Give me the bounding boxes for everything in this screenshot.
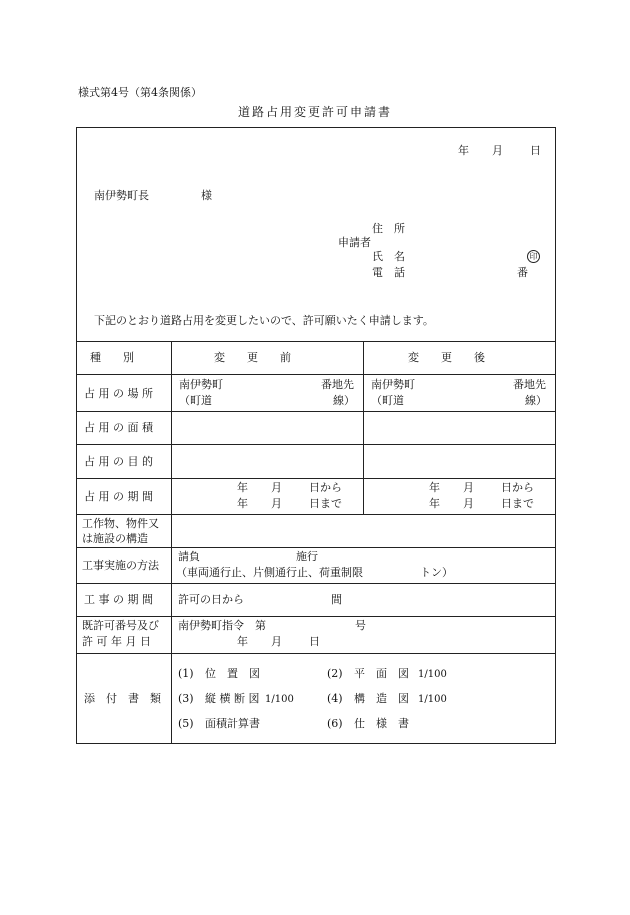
phone-label: 電 話 [372, 266, 405, 279]
permit-designation: 南伊勢町指令 第 [178, 619, 266, 632]
place-before-town: 南伊勢町 [179, 378, 223, 391]
header-after: 変 更 後 [408, 351, 485, 364]
row-label-structure-1: 工作物、物件又 [82, 517, 159, 530]
rule-header-row [76, 374, 556, 375]
rule-structure-row [76, 547, 556, 548]
period-before-from-year: 年 [237, 481, 248, 494]
applicant-label: 申請者 [338, 236, 371, 249]
page-title: 道路占用変更許可申請書 [237, 105, 392, 119]
date-month: 月 [492, 144, 503, 157]
permit-year: 年 [237, 635, 248, 648]
work-period-from: 許可の日から [178, 593, 244, 606]
addressee-honorific: 様 [201, 189, 212, 202]
date-day: 日 [530, 144, 541, 157]
method-restriction-open: （車両通行止、片側通行止、荷重制限 [176, 566, 363, 579]
place-before-road-open: （町道 [179, 394, 212, 407]
request-statement: 下記のとおり道路占用を変更したいので、許可願いたく申請します。 [94, 314, 434, 327]
attachment-4-name: 構 造 図 [354, 692, 409, 705]
rule-area-row [76, 444, 556, 445]
attachment-4-scale: 1/100 [418, 694, 447, 705]
row-label-attachments: 添 付 書 類 [84, 692, 161, 705]
attachment-6-name: 仕 様 書 [354, 717, 409, 730]
attachment-1-name: 位 置 図 [205, 667, 260, 680]
period-after-from: 日から [501, 481, 534, 494]
attachment-2-name: 平 面 図 [354, 667, 409, 680]
row-label-period: 占 用 の 期 間 [84, 490, 153, 503]
row-label-purpose: 占 用 の 目 的 [84, 455, 153, 468]
place-after-town: 南伊勢町 [371, 378, 415, 391]
row-label-structure-2: は施設の構造 [82, 532, 148, 545]
place-before-road-close: 線） [333, 394, 355, 407]
permit-day: 日 [309, 635, 320, 648]
header-kind: 種 別 [90, 351, 134, 364]
header-before: 変 更 前 [214, 351, 291, 364]
address-label: 住 所 [372, 222, 405, 235]
method-contract: 請負 [178, 550, 200, 563]
place-after-road-open: （町道 [371, 394, 404, 407]
period-after-from-month: 月 [463, 481, 474, 494]
work-period-span: 間 [331, 593, 342, 606]
attachment-5-no: (5) [178, 717, 194, 730]
rule-method-row [76, 583, 556, 584]
attachment-4-no: (4) [327, 692, 343, 705]
attachment-1-no: (1) [178, 667, 194, 680]
rule-place-row [76, 411, 556, 412]
form-number: 様式第4号（第4条関係） [78, 86, 202, 99]
row-label-method: 工事実施の方法 [82, 559, 159, 572]
period-before-from-month: 月 [271, 481, 282, 494]
attachment-5-name: 面積計算書 [205, 717, 260, 730]
period-after-until-year: 年 [429, 497, 440, 510]
attachment-3-scale: 1/100 [265, 694, 294, 705]
place-before-lot: 番地先 [321, 378, 354, 391]
rule-before-after-divider [363, 341, 364, 514]
rule-permit-row [76, 653, 556, 654]
period-before-from: 日から [309, 481, 342, 494]
row-label-area: 占 用 の 面 積 [84, 421, 153, 434]
period-before-until: 日まで [309, 497, 342, 510]
period-after-until-month: 月 [463, 497, 474, 510]
row-label-place: 占 用 の 場 所 [84, 387, 153, 400]
rule-period-row [76, 514, 556, 515]
addressee-name: 南伊勢町長 [94, 189, 149, 202]
row-label-permit-2: 許 可 年 月 日 [82, 635, 151, 648]
phone-suffix: 番 [517, 266, 528, 279]
seal-mark: 印 [527, 250, 540, 263]
rule-purpose-row [76, 478, 556, 479]
row-label-work-period: 工 事 の 期 間 [84, 593, 153, 606]
date-year: 年 [458, 144, 469, 157]
place-after-lot: 番地先 [513, 378, 546, 391]
permit-number-suffix: 号 [355, 619, 366, 632]
form-frame [76, 127, 556, 744]
attachment-2-scale: 1/100 [418, 669, 447, 680]
period-before-until-year: 年 [237, 497, 248, 510]
method-restriction-close: トン） [420, 566, 453, 579]
period-before-until-month: 月 [271, 497, 282, 510]
attachment-3-no: (3) [178, 692, 194, 705]
permit-month: 月 [271, 635, 282, 648]
attachment-2-no: (2) [327, 667, 343, 680]
rule-workperiod-row [76, 616, 556, 617]
rule-label-column [171, 341, 172, 744]
row-label-permit-1: 既許可番号及び [82, 619, 159, 632]
attachment-3-name: 縦 横 断 図 [205, 692, 260, 705]
method-direct: 施行 [296, 550, 318, 563]
name-label: 氏 名 [372, 250, 405, 263]
attachment-6-no: (6) [327, 717, 343, 730]
rule-top-section [76, 341, 556, 342]
place-after-road-close: 線） [525, 394, 547, 407]
period-after-from-year: 年 [429, 481, 440, 494]
period-after-until: 日まで [501, 497, 534, 510]
